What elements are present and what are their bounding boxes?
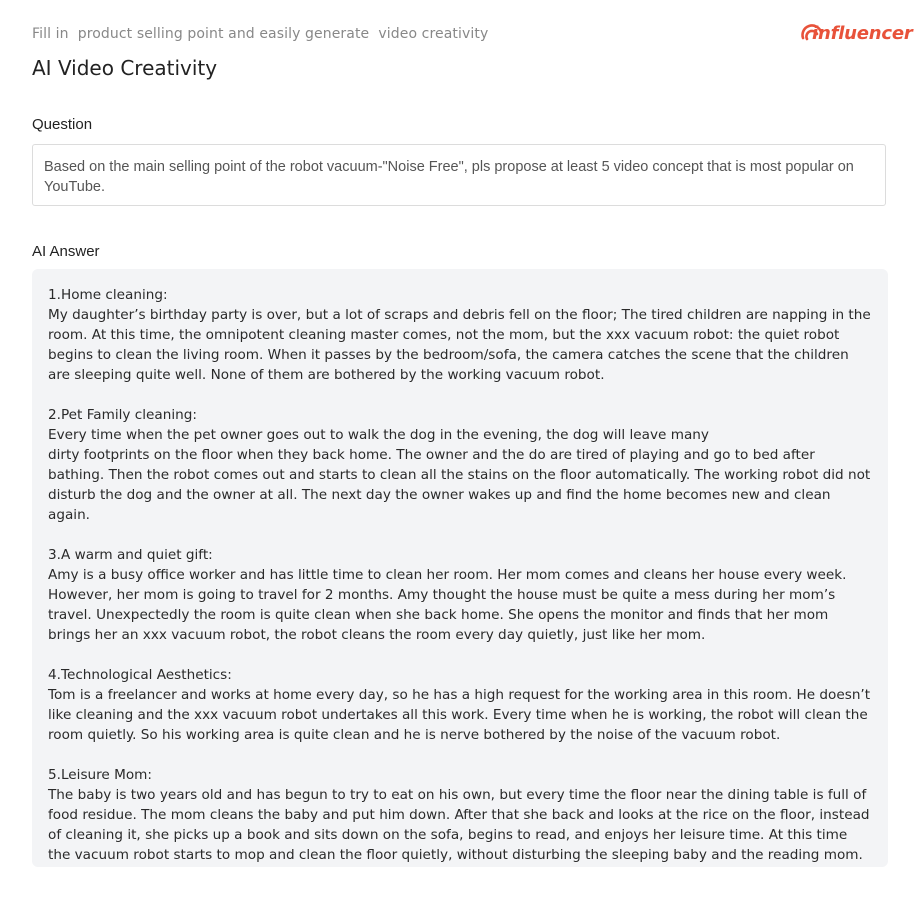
answer-concept <box>48 545 872 645</box>
answer-concept <box>48 285 872 385</box>
concept-title: 2.Pet Family cleaning: <box>48 407 197 423</box>
concept-body: Tom is a freelancer and works at home every day, so he has a high request for the working area in this room. He doesn’t like cleaning and the xxx vacuum robot undertakes all this work. Every time when he is working, the robot will clean the room quietly. So his working area is quite clean and he is nerve bothered by the noise of the vacuum robot. <box>48 687 871 743</box>
answer-concept <box>48 665 872 745</box>
concept-body: The baby is two years old and has begun to try to eat on his own, but every time the floor near the dining table is full of food residue. The mom cleans the baby and put him down. After that she back and looks at the rice on the floor, instead of cleaning it, she picks up a book and sits down on the sofa, begins to read, and enjoys her leisure time. At this time the vacuum robot starts to mop and clean the floor quietly, without disturbing the sleeping baby and the reading mom. <box>48 787 870 863</box>
concept-title: 1.Home cleaning: <box>48 287 168 303</box>
concept-title: 3.A warm and quiet gift: <box>48 547 213 563</box>
page-title: AI Video Creativity <box>32 56 218 80</box>
concept-title: 4.Technological Aesthetics: <box>48 667 232 683</box>
concept-body: Amy is a busy office worker and has little time to clean her room. Her mom comes and cleans her house every week. However, her mom is going to travel for 2 months. Amy thought the house must be quite a mess during her mom’s travel. Unexpectedly the room is quite clean when she back home. She opens the monitor and finds that her mom brings her an xxx vacuum robot, the robot cleans the room every day quietly, just like her mom. <box>48 567 847 643</box>
influencer-logo <box>799 22 913 50</box>
answer-concept <box>48 765 872 865</box>
logo-wordmark: influencer <box>812 23 913 44</box>
ai-answer-panel <box>32 269 888 867</box>
ai-answer-label: AI Answer <box>32 243 100 260</box>
page-subtitle: Fill in product selling point and easily generate video creativity <box>32 26 489 42</box>
concept-title: 5.Leisure Mom: <box>48 767 152 783</box>
concept-body: My daughter’s birthday party is over, but a lot of scraps and debris fell on the floor; The tired children are napping in the room. At this time, the omnipotent cleaning master comes, not the mom, but the xxx vacuum robot: the quiet robot begins to clean the living room. When it passes by the bedroom/sofa, the camera catches the scene that the children are sleeping quite well. None of them are bothered by the working vacuum robot. <box>48 307 871 383</box>
question-label: Question <box>32 116 93 133</box>
question-input[interactable]: Based on the main selling point of the robot vacuum-"Noise Free", pls propose at least 5 video concept that is most popular on YouTube. <box>32 144 886 206</box>
concept-body: Every time when the pet owner goes out to walk the dog in the evening, the dog will leave many dirty footprints on the floor when they back home. The owner and the do are tired of playing and go to bed after bathing. Then the robot comes out and starts to clean all the stains on the floor automatically. The working robot did not disturb the dog and the owner at all. The next day the owner wakes up and find the home becomes new and clean again. <box>48 427 871 523</box>
answer-concept <box>48 405 872 525</box>
